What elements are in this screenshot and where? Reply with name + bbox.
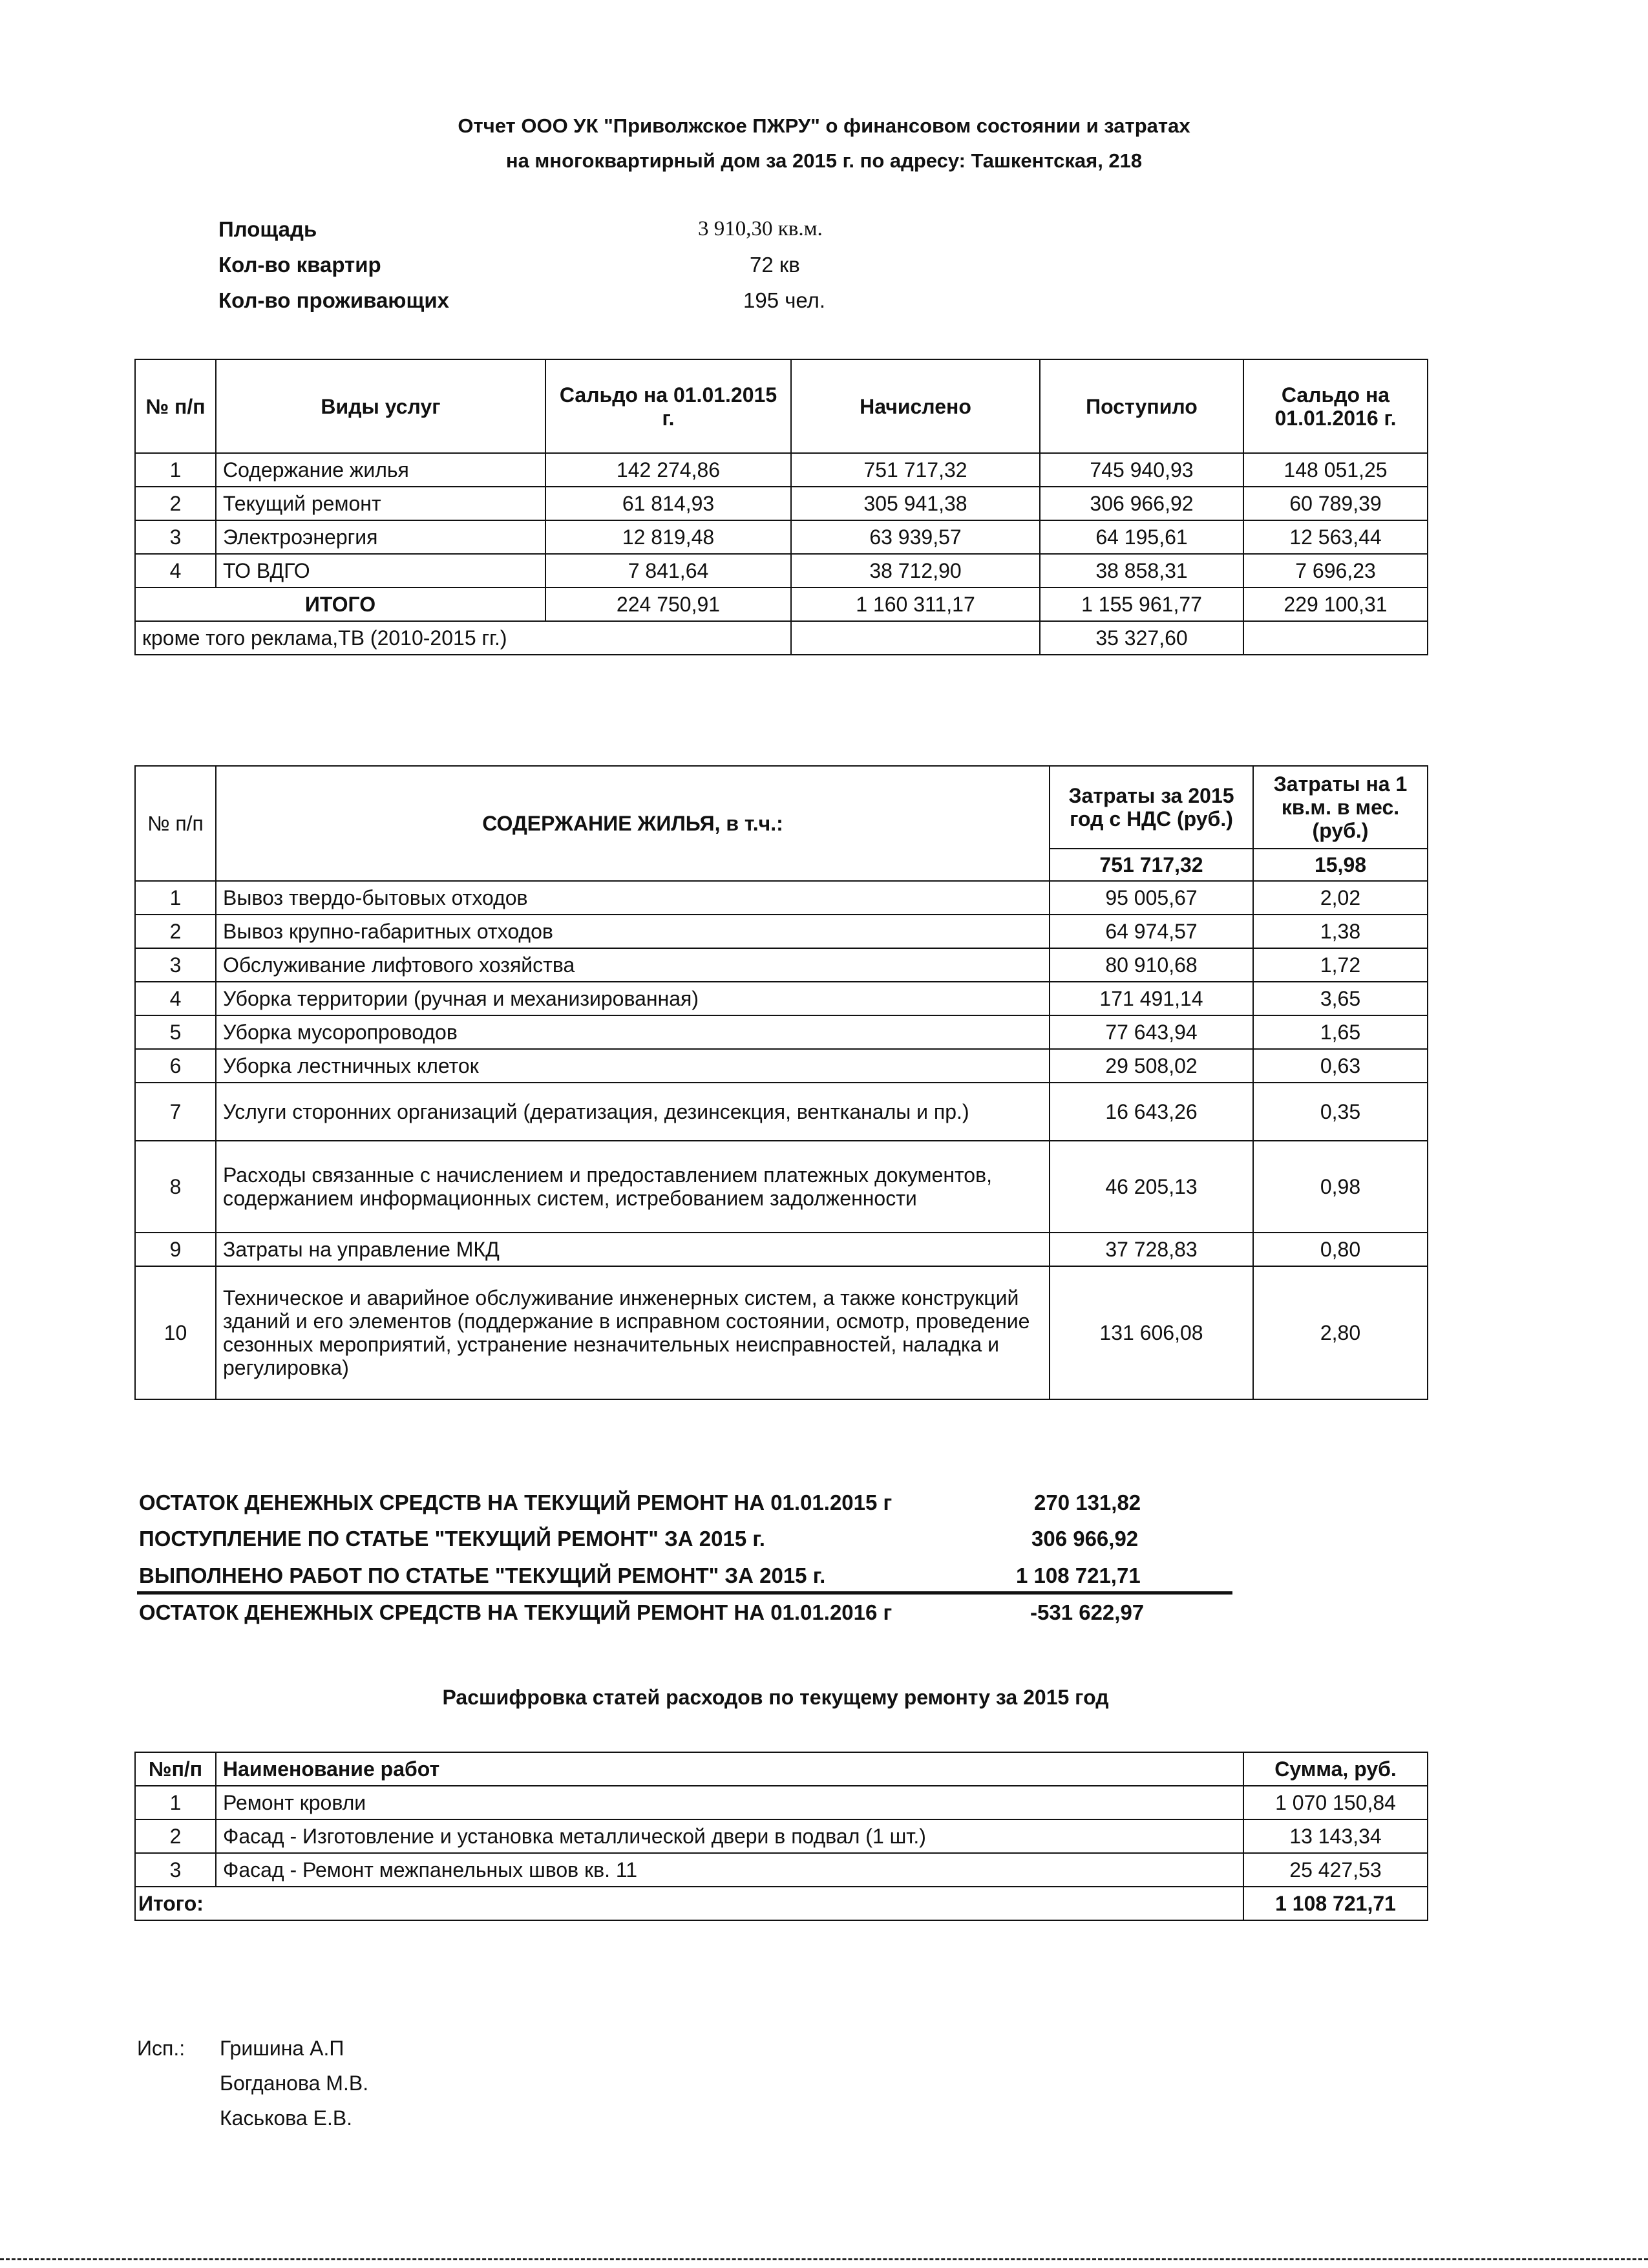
header-balance-2016: Сальдо на 01.01.2016 г. [1243, 359, 1428, 453]
row-per-m2: 0,80 [1253, 1233, 1428, 1266]
table-row [135, 554, 1428, 588]
total-received: 1 155 961,77 [1040, 588, 1243, 621]
row-n: 10 [135, 1266, 216, 1399]
summary-line2-value: 306 966,92 [1031, 1527, 1139, 1551]
table-row [135, 948, 1428, 982]
header-charged: Начислено [791, 359, 1040, 453]
row-per-m2: 2,02 [1253, 881, 1428, 915]
header-received: Поступило [1040, 359, 1243, 453]
row-cost: 29 508,02 [1050, 1049, 1253, 1083]
table-row [135, 487, 1428, 520]
header-service-type: Виды услуг [216, 359, 545, 453]
row-work-name: Фасад - Изготовление и установка металлической двери в подвал (1 шт.) [216, 1819, 1243, 1853]
row-cost: 64 974,57 [1050, 915, 1253, 948]
total-balance-2016: 229 100,31 [1243, 588, 1428, 621]
table-row [135, 1819, 1428, 1853]
row-cost: 16 643,26 [1050, 1083, 1253, 1141]
row-n: 7 [135, 1083, 216, 1141]
row-name: Уборка территории (ручная и механизированная) [216, 982, 1050, 1015]
row-work-name: Фасад - Ремонт межпанельных швов кв. 11 [216, 1853, 1243, 1887]
breakdown-title: Расшифровка статей расходов по текущему ремонту за 2015 год [442, 1686, 1109, 1709]
row-name: Вывоз крупно-габаритных отходов [216, 915, 1050, 948]
row-cost: 77 643,94 [1050, 1015, 1253, 1049]
table-row [135, 982, 1428, 1015]
total-label: Итого: [135, 1887, 1243, 1920]
row-sum: 25 427,53 [1243, 1853, 1428, 1887]
page-bottom-edge [0, 2258, 1648, 2260]
repair-breakdown-table [134, 1752, 1428, 1921]
maintenance-table [134, 765, 1428, 1400]
signature-name: Гришина А.П [220, 2037, 344, 2060]
row-per-m2: 2,80 [1253, 1266, 1428, 1399]
header-per-m2: Затраты на 1 кв.м. в мес. (руб.) [1253, 766, 1428, 849]
row-received: 38 858,31 [1040, 554, 1243, 588]
extra-empty-cell [791, 621, 1040, 655]
header-maintenance-title: СОДЕРЖАНИЕ ЖИЛЬЯ, в т.ч.: [216, 766, 1050, 881]
row-n: 3 [135, 520, 216, 554]
signature-name: Богданова М.В. [220, 2072, 369, 2095]
row-received: 745 940,93 [1040, 453, 1243, 487]
row-name: Расходы связанные с начислением и предоставлением платежных документов, содержанием информационных систем, истребованием задолженности [216, 1141, 1050, 1233]
row-received: 306 966,92 [1040, 487, 1243, 520]
row-name: Затраты на управление МКД [216, 1233, 1050, 1266]
summary-line4-label: ОСТАТОК ДЕНЕЖНЫХ СРЕДСТВ НА ТЕКУЩИЙ РЕМОНТ НА 01.01.2016 г [139, 1600, 893, 1624]
header-cost: Затраты за 2015 год с НДС (руб.) [1050, 766, 1253, 849]
table-row [135, 453, 1428, 487]
row-cost: 131 606,08 [1050, 1266, 1253, 1399]
table-row [135, 1853, 1428, 1887]
residents-label: Кол-во проживающих [218, 288, 449, 312]
summary-line4-value: -531 622,97 [1030, 1600, 1145, 1624]
summary-line3-value: 1 108 721,71 [1016, 1563, 1141, 1587]
row-n: 5 [135, 1015, 216, 1049]
row-balance-2015: 7 841,64 [545, 554, 791, 588]
summary-divider [137, 1591, 1232, 1595]
signatures-label: Исп.: [137, 2037, 185, 2060]
area-label: Площадь [218, 217, 317, 241]
row-name: Техническое и аварийное обслуживание инженерных систем, а также конструкций зданий и его элементов (поддержание в исправном состоянии, осмотр, проведение сезонных мероприятий, устранение незначительных неисправностей, наладка и регулировка) [216, 1266, 1050, 1399]
summary-line1-value: 270 131,82 [1034, 1490, 1141, 1514]
table-row [135, 1233, 1428, 1266]
row-name: Обслуживание лифтового хозяйства [216, 948, 1050, 982]
breakdown-total-row [135, 1887, 1428, 1920]
row-charged: 63 939,57 [791, 520, 1040, 554]
row-balance-2015: 142 274,86 [545, 453, 791, 487]
row-n: 6 [135, 1049, 216, 1083]
table-row [135, 1015, 1428, 1049]
summary-line2-label: ПОСТУПЛЕНИЕ ПО СТАТЬЕ "ТЕКУЩИЙ РЕМОНТ" ЗА 2015 г. [139, 1527, 765, 1551]
row-work-name: Ремонт кровли [216, 1786, 1243, 1819]
table-row [135, 915, 1428, 948]
row-per-m2: 0,63 [1253, 1049, 1428, 1083]
row-per-m2: 1,65 [1253, 1015, 1428, 1049]
row-n: 3 [135, 948, 216, 982]
residents-value: 195 чел. [743, 288, 826, 312]
row-name: Уборка мусоропроводов [216, 1015, 1050, 1049]
row-sum: 13 143,34 [1243, 1819, 1428, 1853]
breakdown-header-row [135, 1752, 1428, 1786]
row-balance-2016: 12 563,44 [1243, 520, 1428, 554]
row-n: 2 [135, 915, 216, 948]
flats-value: 72 кв [750, 253, 800, 277]
header-n: №п/п [135, 1752, 216, 1786]
row-per-m2: 3,65 [1253, 982, 1428, 1015]
services-total-row [135, 588, 1428, 621]
table-row [135, 1141, 1428, 1233]
row-cost: 80 910,68 [1050, 948, 1253, 982]
area-value: 3 910,30 кв.м. [698, 217, 823, 240]
row-cost: 171 491,14 [1050, 982, 1253, 1015]
row-service-name: Содержание жилья [216, 453, 545, 487]
row-charged: 38 712,90 [791, 554, 1040, 588]
table-row [135, 881, 1428, 915]
row-per-m2: 0,35 [1253, 1083, 1428, 1141]
total-label: ИТОГО [135, 588, 545, 621]
header-sum: Сумма, руб. [1243, 1752, 1428, 1786]
row-charged: 305 941,38 [791, 487, 1040, 520]
row-per-m2: 0,98 [1253, 1141, 1428, 1233]
row-name: Вывоз твердо-бытовых отходов [216, 881, 1050, 915]
row-name: Услуги сторонних организаций (дератизация, дезинсекция, вентканалы и пр.) [216, 1083, 1050, 1141]
row-per-m2: 1,72 [1253, 948, 1428, 982]
row-balance-2016: 148 051,25 [1243, 453, 1428, 487]
row-n: 2 [135, 487, 216, 520]
row-balance-2016: 7 696,23 [1243, 554, 1428, 588]
summary-line3-label: ВЫПОЛНЕНО РАБОТ ПО СТАТЬЕ "ТЕКУЩИЙ РЕМОНТ" ЗА 2015 г. [139, 1563, 826, 1587]
flats-label: Кол-во квартир [218, 253, 381, 277]
total-per-m2: 15,98 [1253, 849, 1428, 881]
row-per-m2: 1,38 [1253, 915, 1428, 948]
row-n: 1 [135, 881, 216, 915]
row-balance-2015: 61 814,93 [545, 487, 791, 520]
report-title-line1: Отчет ООО УК "Приволжское ПЖРУ" о финансовом состоянии и затратах [458, 114, 1190, 137]
row-n: 2 [135, 1819, 216, 1853]
row-cost: 95 005,67 [1050, 881, 1253, 915]
header-n: № п/п [135, 359, 216, 453]
signature-name: Каськова Е.В. [220, 2106, 353, 2130]
total-balance-2015: 224 750,91 [545, 588, 791, 621]
row-n: 1 [135, 453, 216, 487]
services-extra-row [135, 621, 1428, 655]
row-balance-2015: 12 819,48 [545, 520, 791, 554]
row-cost: 46 205,13 [1050, 1141, 1253, 1233]
row-n: 4 [135, 554, 216, 588]
table-row [135, 1266, 1428, 1399]
table-row [135, 1083, 1428, 1141]
header-work-name: Наименование работ [216, 1752, 1243, 1786]
row-n: 3 [135, 1853, 216, 1887]
row-n: 4 [135, 982, 216, 1015]
row-service-name: Текущий ремонт [216, 487, 545, 520]
row-n: 9 [135, 1233, 216, 1266]
extra-label: кроме того реклама,ТВ (2010-2015 гг.) [135, 621, 791, 655]
services-header-row [135, 359, 1428, 453]
row-n: 1 [135, 1786, 216, 1819]
total-charged: 1 160 311,17 [791, 588, 1040, 621]
table-row [135, 1049, 1428, 1083]
table-row [135, 520, 1428, 554]
row-n: 8 [135, 1141, 216, 1233]
extra-empty-cell [1243, 621, 1428, 655]
header-balance-2015: Сальдо на 01.01.2015 г. [545, 359, 791, 453]
maintenance-header-row [135, 766, 1428, 849]
row-service-name: ТО ВДГО [216, 554, 545, 588]
extra-received: 35 327,60 [1040, 621, 1243, 655]
row-balance-2016: 60 789,39 [1243, 487, 1428, 520]
total-sum: 1 108 721,71 [1243, 1887, 1428, 1920]
table-row [135, 1786, 1428, 1819]
summary-line1-label: ОСТАТОК ДЕНЕЖНЫХ СРЕДСТВ НА ТЕКУЩИЙ РЕМОНТ НА 01.01.2015 г [139, 1490, 893, 1514]
row-service-name: Электроэнергия [216, 520, 545, 554]
row-cost: 37 728,83 [1050, 1233, 1253, 1266]
row-name: Уборка лестничных клеток [216, 1049, 1050, 1083]
row-sum: 1 070 150,84 [1243, 1786, 1428, 1819]
services-table [134, 359, 1428, 655]
row-charged: 751 717,32 [791, 453, 1040, 487]
total-cost: 751 717,32 [1050, 849, 1253, 881]
report-title-line2: на многоквартирный дом за 2015 г. по адресу: Ташкентская, 218 [505, 149, 1143, 172]
header-n: № п/п [135, 766, 216, 881]
row-received: 64 195,61 [1040, 520, 1243, 554]
